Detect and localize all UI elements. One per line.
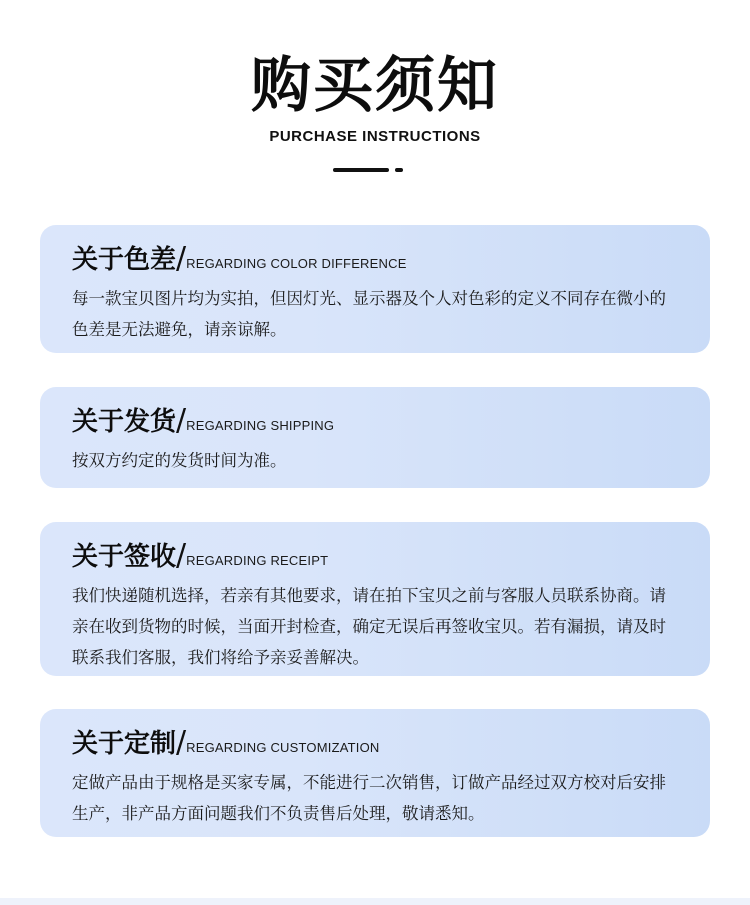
page-subtitle: PURCHASE INSTRUCTIONS bbox=[269, 128, 481, 145]
section-shipping bbox=[40, 387, 710, 488]
section-body: 我们快递随机选择，若亲有其他要求，请在拍下宝贝之前与客服人员联系协商。请亲在收到货物的时候，当面开封检查，确定无误后再签收宝贝。若有漏损，请及时联系我们客服，我们将给予亲妥善解决。 bbox=[72, 586, 666, 667]
section-slash: / bbox=[176, 538, 187, 573]
section-heading bbox=[72, 723, 379, 760]
section-heading bbox=[72, 401, 334, 438]
section-heading bbox=[72, 239, 407, 276]
section-subtitle: REGARDING RECEIPT bbox=[186, 553, 329, 568]
title-underline bbox=[333, 168, 389, 172]
section-body: 定做产品由于规格是买家专属，不能进行二次销售，订做产品经过双方校对后安排生产，非产品方面问题我们不负责售后处理，敬请悉知。 bbox=[72, 773, 666, 823]
section-slash: / bbox=[176, 403, 187, 438]
bottom-divider bbox=[0, 898, 750, 905]
page-header bbox=[0, 0, 750, 200]
section-body: 每一款宝贝图片均为实拍，但因灯光、显示器及个人对色彩的定义不同存在微小的色差是无法避免，请亲谅解。 bbox=[72, 289, 666, 339]
section-title: 关于色差 bbox=[72, 245, 177, 275]
section-title: 关于签收 bbox=[72, 542, 177, 572]
section-slash: / bbox=[176, 241, 187, 276]
section-heading bbox=[72, 536, 328, 573]
section-title: 关于定制 bbox=[72, 729, 177, 759]
section-title: 关于发货 bbox=[72, 407, 177, 437]
section-customization bbox=[40, 709, 710, 837]
page-title: 购买须知 bbox=[251, 51, 499, 121]
section-subtitle: REGARDING CUSTOMIZATION bbox=[186, 740, 380, 755]
section-color-difference bbox=[40, 225, 710, 353]
section-subtitle: REGARDING SHIPPING bbox=[186, 418, 335, 433]
section-receipt bbox=[40, 522, 710, 676]
section-body: 按双方约定的发货时间为准。 bbox=[72, 451, 287, 470]
title-underline-dot bbox=[395, 168, 403, 172]
section-slash: / bbox=[176, 725, 187, 760]
section-subtitle: REGARDING COLOR DIFFERENCE bbox=[186, 256, 407, 271]
